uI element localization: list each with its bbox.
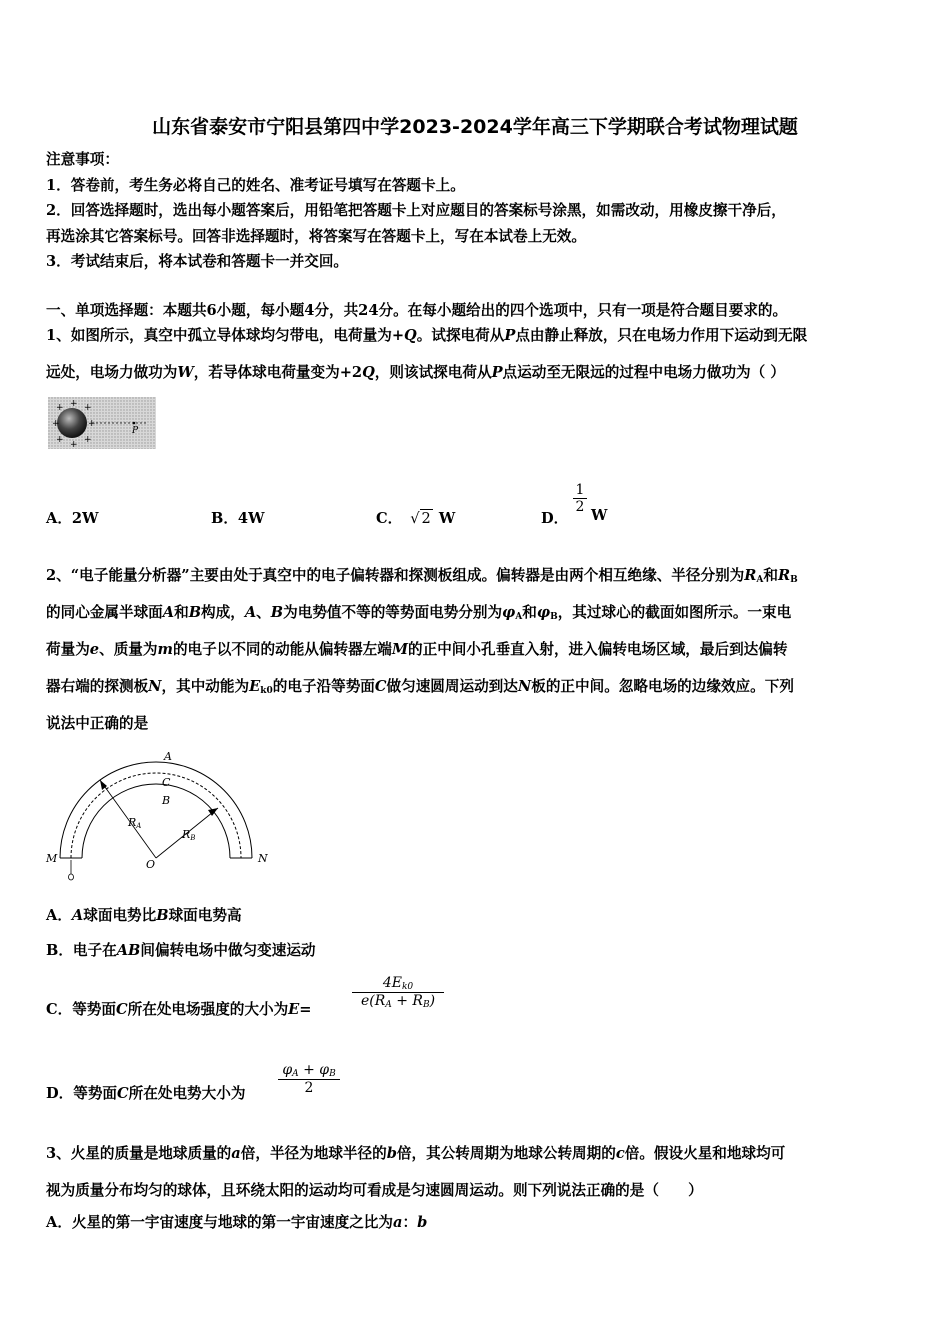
q1-figure-charged-sphere [48,397,156,449]
svg-text:+: + [70,440,78,449]
notice-item-3: 3．考试结束后，将本试卷和答题卡一并交回。 [46,253,349,270]
q2-line-4: 器右端的探测板N，其中动能为$E_{k0}$的电子沿等势面C做匀速圆周运动到达N板的正中间。忽略电场的边缘效应。下列 [46,678,794,696]
q1-option-d[interactable]: D． [541,510,569,527]
q3-line-2: 视为质量分布均匀的球体，且环绕太阳的运动均可看成是匀速圆周运动。则下列说法正确的是（ ） [46,1182,703,1199]
svg-text:+: + [84,435,92,445]
section-heading: 一、单项选择题：本题共6小题，每小题4分，共24分。在每小题给出的四个选项中，只有一项是符合题目要求的。 [46,302,788,319]
q1-option-d-fraction: $\frac{1}{2}$ [573,482,587,515]
q2-fig-label-o: O [146,858,156,871]
svg-text:+: + [52,419,60,429]
svg-text:+: + [56,403,64,413]
q2-fig-label-b: B [162,794,171,807]
q2-line-3: 荷量为e、质量为m的电子以不同的动能从偏转器左端M的正中间小孔垂直入射，进入偏转电场区域，最后到达偏转 [46,641,788,658]
q1-fig-label-p: P [132,426,139,436]
svg-text:+: + [84,403,92,413]
q2-fig-label-m: M [46,852,58,865]
q2-fig-label-a: A [164,750,172,763]
q2-option-d-fraction: $\frac{\varphi_A + \varphi_B}{2}$ [278,1062,340,1096]
svg-text:+: + [70,399,78,409]
q1-option-b[interactable]: B．4W [211,510,265,527]
notice-heading: 注意事项： [46,151,119,168]
q2-line-5: 说法中正确的是 [46,715,149,732]
svg-text:+: + [56,435,64,445]
notice-item-2: 2．回答选择题时，选出每小题答案后，用铅笔把答题卡上对应题目的答案标号涂黑，如需改动，用橡皮擦干净后， [46,202,786,219]
q1-option-a[interactable]: A．2W [46,510,99,527]
page-title: 山东省泰安市宁阳县第四中学2023-2024学年高三下学期联合考试物理试题 [152,116,798,138]
q2-line-2: 的同心金属半球面A和B构成，A、B为电势值不等的等势面电势分别为$\varphi_A$和$\varphi_B$，其过球心的截面如图所示。一束电 [46,604,792,622]
q3-option-a[interactable]: A．火星的第一宇宙速度与地球的第一宇宙速度之比为a：b [46,1214,428,1231]
q2-fig-label-c: C [162,776,171,789]
q2-fig-label-rb: RB [182,828,196,842]
notice-item-1: 1．答卷前，考生务必将自己的姓名、准考证号填写在答题卡上。 [46,177,465,194]
q1-line-2: 远处，电场力做功为W，若导体球电荷量变为+2Q，则该试探电荷从P点运动至无限远的过程中电场力做功为（ ） [46,364,785,381]
q2-option-c-fraction: $\frac{4E_{k0}}{e(R_A + R_B)}$ [352,975,444,1010]
q2-fig-label-ra: RA [128,816,142,830]
q2-option-a[interactable]: A．A球面电势比B球面电势高 [46,907,242,924]
svg-text:+: + [88,419,96,429]
q2-figure-deflector [44,746,280,884]
q1-option-c[interactable]: C． √ 2 W [376,510,456,527]
q2-option-b[interactable]: B．电子在AB间偏转电场中做匀变速运动 [46,942,316,959]
q2-option-d[interactable]: D．等势面C所在处电势大小为 [46,1085,246,1102]
q3-line-1: 3、火星的质量是地球质量的a倍，半径为地球半径的b倍，其公转周期为地球公转周期的c倍。假设火星和地球均可 [46,1145,786,1162]
q1-line-1: 1、如图所示，真空中孤立导体球均匀带电，电荷量为+Q。试探电荷从P点由静止释放，只在电场力作用下运动到无限 [46,327,808,344]
q2-line-1: 2、“电子能量分析器”主要由处于真空中的电子偏转器和探测板组成。偏转器是由两个相互绝缘、半径分别为$R_A$和$R_B$ [46,567,798,585]
q2-fig-label-n: N [258,852,268,865]
notice-item-2-cont: 再选涂其它答案标号。回答非选择题时，将答案写在答题卡上，写在本试卷上无效。 [46,228,586,245]
q2-option-c[interactable]: C．等势面C所在处电场强度的大小为E= [46,1001,312,1018]
q1-option-d-unit: W [591,507,608,524]
